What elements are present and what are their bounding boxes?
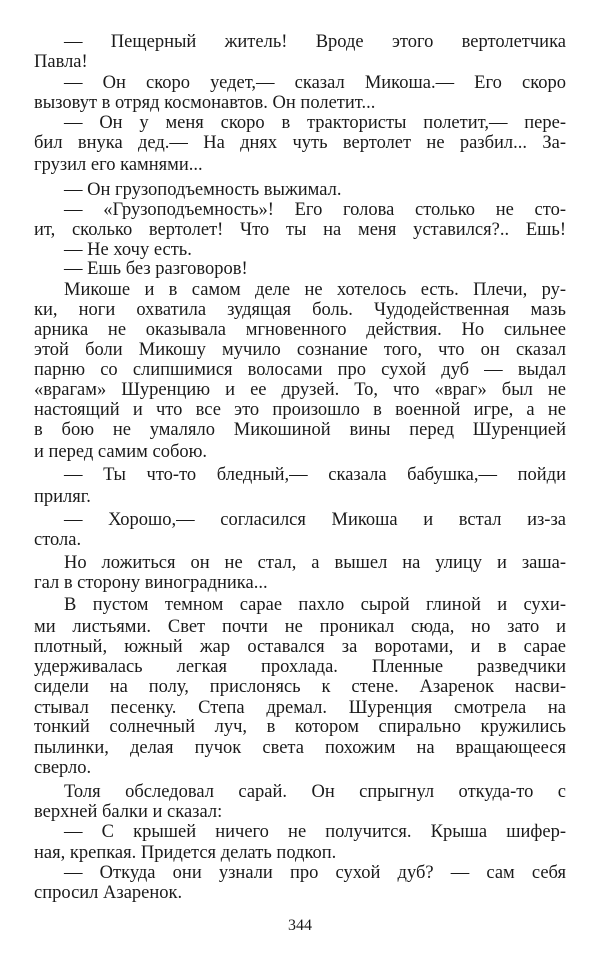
text-line: сидели на полу, прислонясь к стене. Азаренок насви- <box>34 677 566 697</box>
text-line: В пустом темном сарае пахло сырой глиной и сухи- <box>64 595 566 615</box>
text-line: стывал песенку. Степа дремал. Шуренция смотрела на <box>34 698 566 718</box>
text-line: в бою не умаляло Микошиной вины перед Шуренцией <box>34 420 566 440</box>
text-line: вызовут в отряд космонавтов. Он полетит... <box>34 93 376 113</box>
text-line: — Он скоро уедет,— сказал Микоша.— Его скоро <box>64 73 566 93</box>
text-line: — Ты что-то бледный,— сказала бабушка,— пойди <box>64 465 566 485</box>
text-line: — Откуда они узнали про сухой дуб? — сам себя <box>64 863 566 883</box>
text-line: грузил его камнями... <box>34 155 203 175</box>
text-line: ит, сколько вертолет! Что ты на меня уставился?.. Ешь! <box>34 220 566 240</box>
text-line: пылинки, делая пучок света похожим на вращающееся <box>34 738 566 758</box>
page-number: 344 <box>288 917 312 934</box>
text-line: сверло. <box>34 758 92 778</box>
text-line: удерживалась легкая прохлада. Пленные разведчики <box>34 657 566 677</box>
text-line: «врагам» Шуренцию и ее друзей. То, что «враг» был не <box>34 380 566 400</box>
text-line: — С крышей ничего не получится. Крыша шифер- <box>64 822 566 842</box>
text-line: — Ешь без разговоров! <box>64 259 248 279</box>
text-line: — Не хочу есть. <box>64 240 192 260</box>
text-line: ная, крепкая. Придется делать подкоп. <box>34 843 337 863</box>
text-line: верхней балки и сказал: <box>34 802 223 822</box>
text-line: плотный, южный жар оставался за воротами, и в сарае <box>34 637 566 657</box>
text-line: гал в сторону виноградника... <box>34 573 268 593</box>
text-line: — Он грузоподъемность выжимал. <box>64 180 342 200</box>
text-line: приляг. <box>34 487 91 507</box>
text-line: парню со слипшимися волосами про сухой дуб — выдал <box>34 360 566 380</box>
text-line: этой боли Микошу мучило сознание того, что он сказал <box>34 340 566 360</box>
text-line: — «Грузоподъемность»! Его голова столько не сто- <box>64 200 566 220</box>
text-line: ки, ноги охватила зудящая боль. Чудодейственная мазь <box>34 300 566 320</box>
text-line: бил внука дед.— На днях чуть вертолет не разбил... За- <box>34 133 566 153</box>
text-line: арника не оказывала мгновенного действия. Но сильнее <box>34 320 566 340</box>
text-line: ми листьями. Свет почти не проникал сюда, но зато и <box>34 617 566 637</box>
text-line: стола. <box>34 530 82 550</box>
text-line: Но ложиться он не стал, а вышел на улицу и заша- <box>64 553 566 573</box>
text-line: — Он у меня скоро в трактористы полетит,— пере- <box>64 113 566 133</box>
text-line: настоящий и что все это произошло в военной игре, а не <box>34 400 566 420</box>
text-line: — Пещерный житель! Вроде этого вертолетчика <box>64 32 566 52</box>
text-line: спросил Азаренок. <box>34 883 183 903</box>
text-line: тонкий солнечный луч, в котором спирально кружились <box>34 717 566 737</box>
text-line: Павла! <box>34 52 88 72</box>
text-line: — Хорошо,— согласился Микоша и встал из-за <box>64 510 566 530</box>
text-line: и перед самим собою. <box>34 442 208 462</box>
text-line: Микоше и в самом деле не хотелось есть. Плечи, ру- <box>64 280 566 300</box>
text-line: Толя обследовал сарай. Он спрыгнул откуда-то с <box>64 782 566 802</box>
